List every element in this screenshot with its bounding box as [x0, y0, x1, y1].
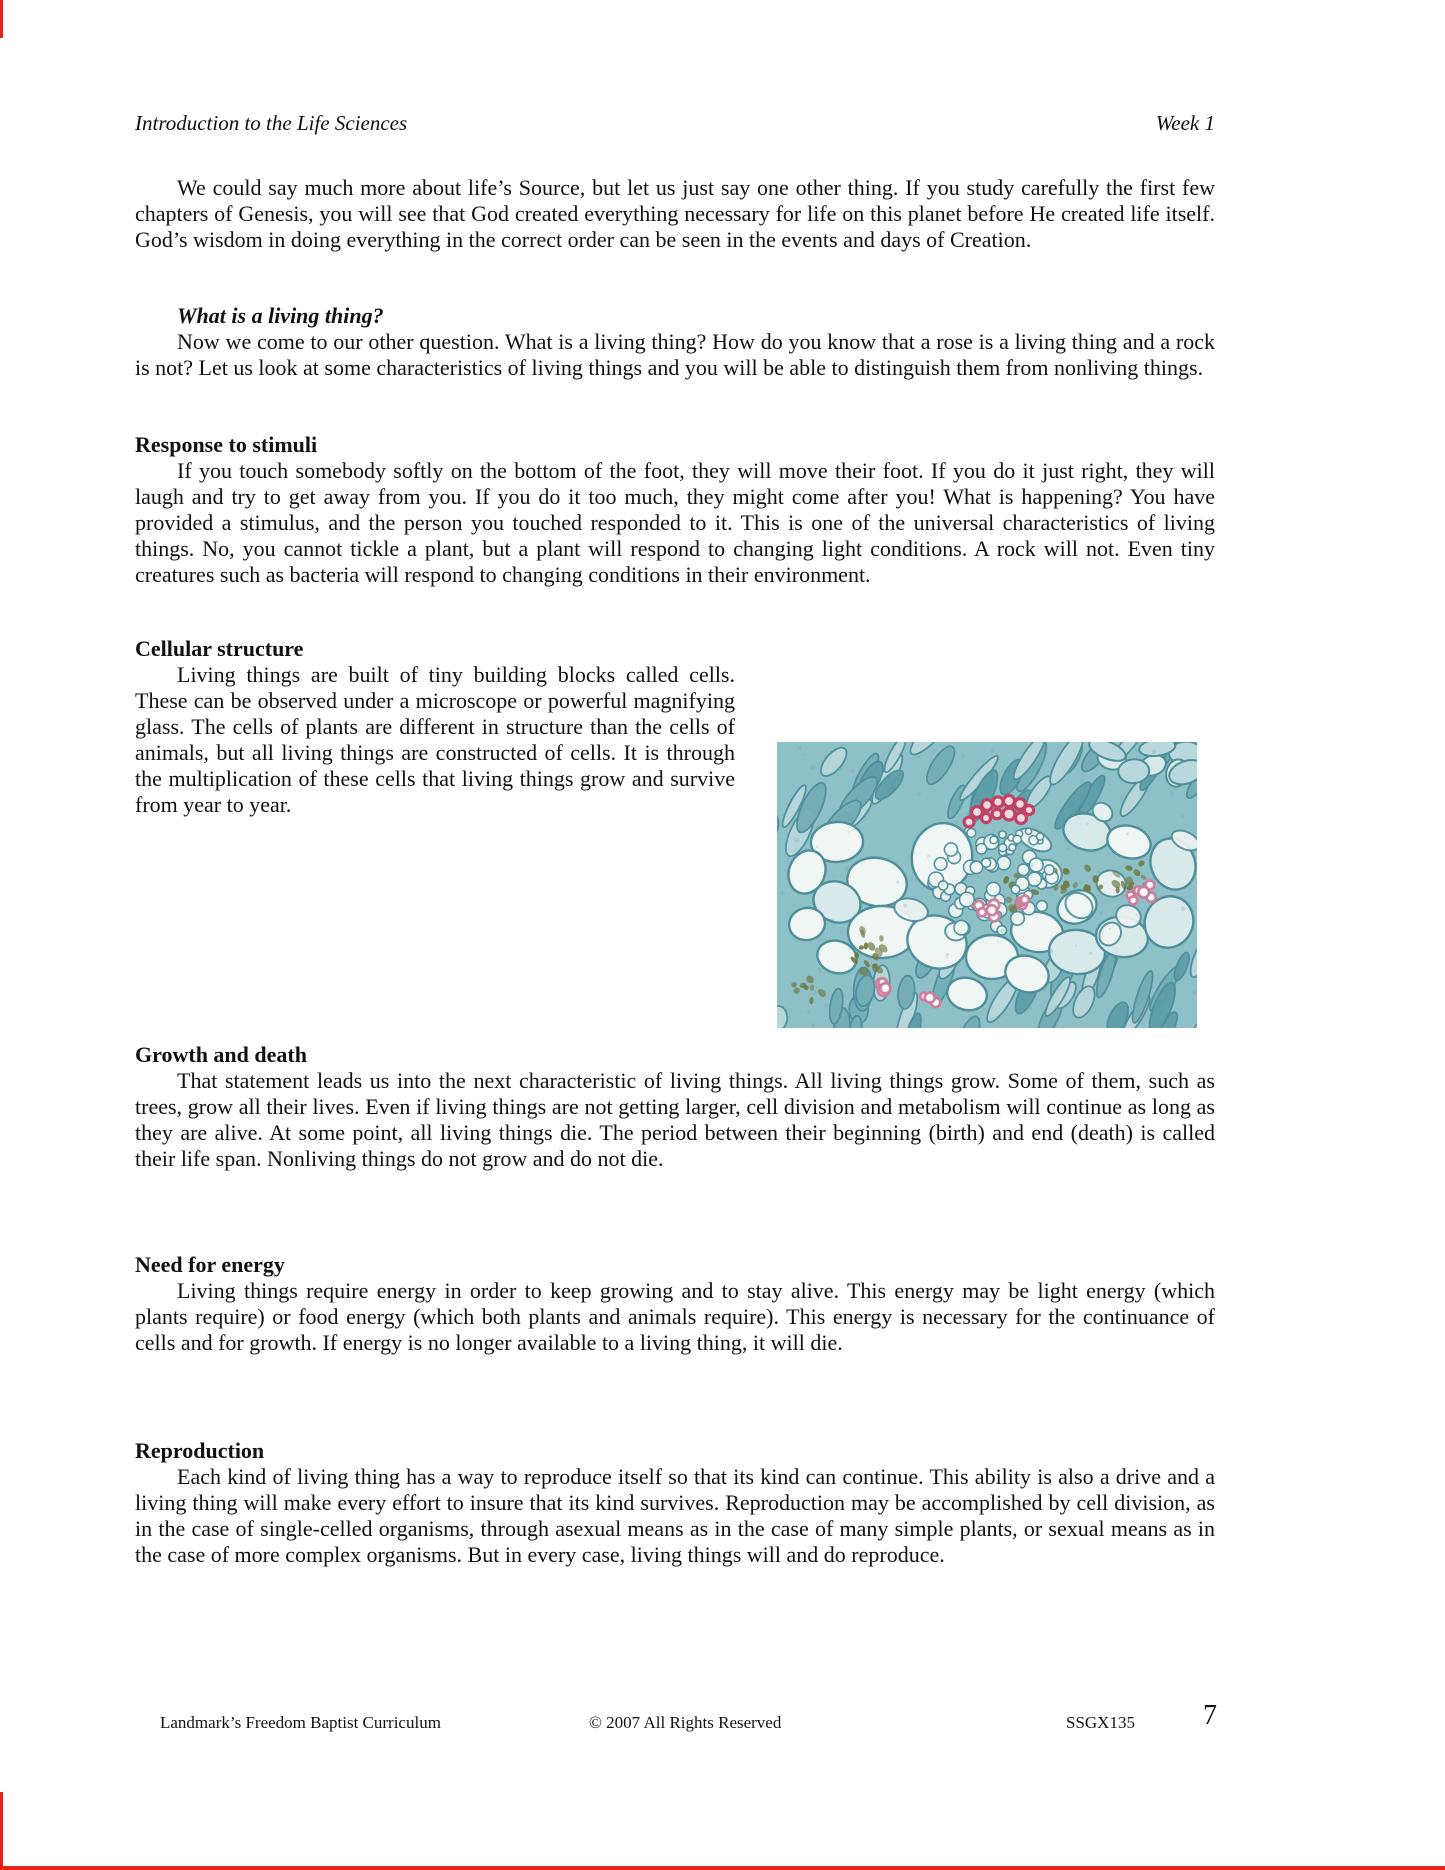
- living-thing-paragraph: Now we come to our other question. What is a living thing? How do you know that a rose is a living thing and a rock is not? Let us look at some characteristics of living things and you will be able to distinguish them from nonliving things.: [135, 329, 1215, 380]
- footer-publisher: Landmark’s Freedom Baptist Curriculum: [160, 1713, 441, 1732]
- running-head-title: Introduction to the Life Sciences: [135, 111, 408, 135]
- growth-paragraph: That statement leads us into the next characteristic of living things. All living things grow. Some of them, such as trees, grow all their lives. Even if living things are not getting larger, cell division and metabolism will continue as long as they are alive. At some point, all living things die. The period between their beginning (birth) and end (death) is called their life span. Nonliving things do not grow and do not die.: [135, 1068, 1215, 1171]
- stimuli-paragraph: If you touch somebody softly on the bottom of the foot, they will move their foot. If you do it just right, they will laugh and try to get away from you. If you do it too much, they might come after you! What is happening? You have provided a stimulus, and the person you touched responded to it. This is one of the universal characteristics of living things. No, you cannot tickle a plant, but a plant will respond to changing light conditions. A rock will not. Even tiny creatures such as bacteria will respond to changing conditions in their environment.: [135, 458, 1215, 587]
- running-head-week: Week 1: [1155, 111, 1215, 135]
- scan-artifact-bottom: [0, 1866, 1445, 1870]
- growth-heading: Growth and death: [135, 1042, 307, 1067]
- reproduction-heading: Reproduction: [135, 1438, 265, 1463]
- cellular-paragraph: Living things are built of tiny building blocks called cells. These can be observed under a microscope or powerful magnifying glass. The cells of plants are different in structure than the cells of animals, but all living things are constructed of cells. It is through the multiplication of these cells that living things grow and survive from year to year.: [135, 662, 735, 817]
- page-number: 7: [1203, 1700, 1217, 1731]
- energy-heading: Need for energy: [135, 1252, 285, 1277]
- cellular-heading: Cellular structure: [135, 636, 304, 661]
- plant-cells-micrograph: [777, 742, 1197, 1028]
- living-thing-heading: What is a living thing?: [177, 303, 384, 328]
- energy-paragraph: Living things require energy in order to keep growing and to stay alive. This energy may be light energy (which plants require) or food energy (which both plants and animals require). This energy is necessary for the continuance of cells and for growth. If energy is no longer available to a living thing, it will die.: [135, 1278, 1215, 1355]
- scan-artifact-left-top: [0, 0, 3, 38]
- footer-copyright: © 2007 All Rights Reserved: [589, 1713, 782, 1732]
- intro-paragraph: We could say much more about life’s Source, but let us just say one other thing. If you study carefully the first few chapters of Genesis, you will see that God created everything necessary for life on this planet before He created life itself. God’s wisdom in doing everything in the correct order can be seen in the events and days of Creation.: [135, 175, 1215, 252]
- footer-code: SSGX135: [1066, 1713, 1135, 1732]
- stimuli-heading: Response to stimuli: [135, 432, 318, 457]
- reproduction-paragraph: Each kind of living thing has a way to reproduce itself so that its kind can continue. This ability is also a drive and a living thing will make every effort to insure that its kind survives. Reproduction may be accomplished by cell division, as in the case of single-celled organisms, through asexual means as in the case of many simple plants, or sexual means as in the case of more complex organisms. But in every case, living things will and do reproduce.: [135, 1464, 1215, 1567]
- scan-artifact-left-bottom: [0, 1792, 3, 1870]
